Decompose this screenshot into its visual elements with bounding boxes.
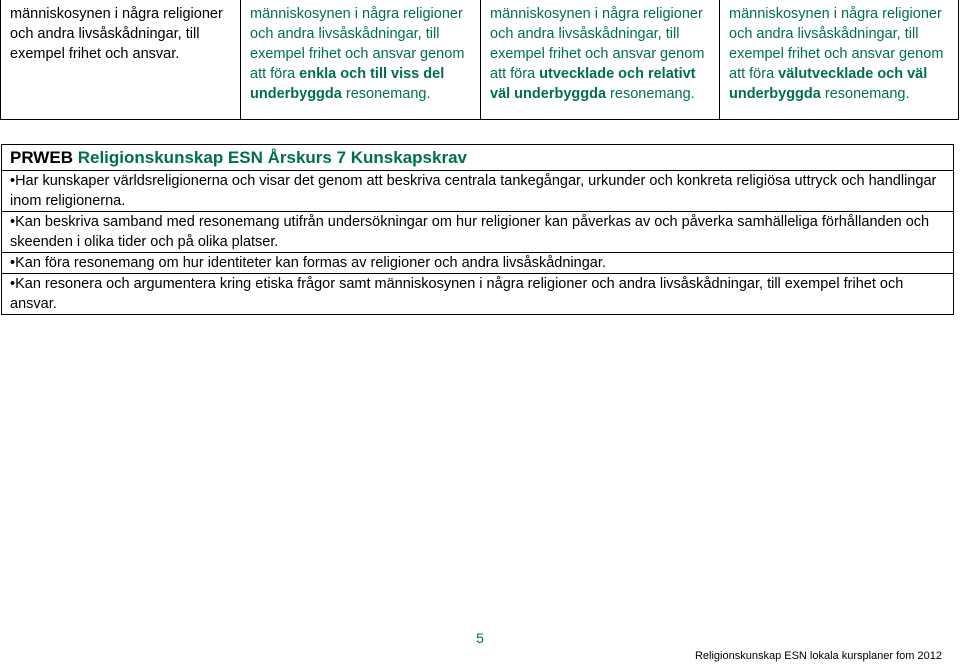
requirement-text: Kan föra resonemang om hur identiteter kan formas av religioner och andra livsåskådningar.	[15, 255, 606, 271]
page-number: 5	[476, 630, 484, 646]
requirement-item	[2, 253, 953, 274]
grade-cell-text: människosynen i några religioner och andra livsåskådningar, till exempel frihet och ansvar genom att föra	[490, 6, 705, 82]
grade-cell-emphasis: utvecklade och relativt väl underbyggda	[490, 66, 696, 102]
requirement-text: Kan beskriva samband med resonemang utifrån undersökningar om hur religioner kan påverkas av och påverka samhälleliga förhållanden och skeenden i olika tider och på olika platser.	[10, 214, 930, 250]
grade-cell-text-end: resonemang.	[820, 86, 910, 102]
grade-cell-a-reasoning	[720, 0, 960, 119]
grade-cell-text: människosynen i några religioner och andra livsåskådningar, till exempel frihet och ansvar genom att föra	[250, 6, 465, 82]
grade-criteria-table	[0, 0, 959, 120]
grade-cell-c-reasoning	[481, 0, 720, 119]
grade-cell-text-end: resonemang.	[606, 86, 695, 102]
grade-cell-e	[1, 0, 241, 119]
grade-cell-e-line1: människosynen i några religioner	[10, 6, 223, 22]
grade-cell-emphasis: välutvecklade och väl underbyggda	[729, 66, 928, 102]
requirement-item	[2, 212, 953, 253]
grade-cell-text-end: resonemang.	[341, 86, 431, 102]
grade-cell-emphasis: enkla och till viss del underbyggda	[250, 66, 445, 102]
requirement-item	[2, 274, 953, 314]
grade-cell-text: människosynen i några religioner och andra livsåskådningar, till exempel frihet och ansvar genom att föra	[729, 6, 944, 82]
title-prefix: PRWEB	[10, 148, 73, 167]
requirement-item	[2, 171, 953, 212]
title-text: Religionskunskap ESN Årskurs 7 Kunskapskrav	[77, 148, 467, 167]
requirements-title	[2, 145, 953, 171]
footer-text: Religionskunskap ESN lokala kursplaner fom 2012	[694, 650, 942, 662]
requirements-table	[1, 144, 954, 315]
grade-cell-e-line3: exempel frihet och ansvar.	[10, 46, 180, 62]
requirement-text: Har kunskaper världsreligionerna och visar det genom att beskriva centrala tankegångar, urkunder och konkreta religiösa uttryck och handlingar inom religionerna.	[10, 173, 937, 209]
grade-cell-e-reasoning	[241, 0, 481, 119]
grade-cell-e-line2: och andra livsåskådningar, till	[10, 26, 200, 42]
requirement-text: Kan resonera och argumentera kring etiska frågor samt människosynen i några religioner och andra livsåskådningar, till exempel frihet och ansvar.	[10, 276, 904, 312]
